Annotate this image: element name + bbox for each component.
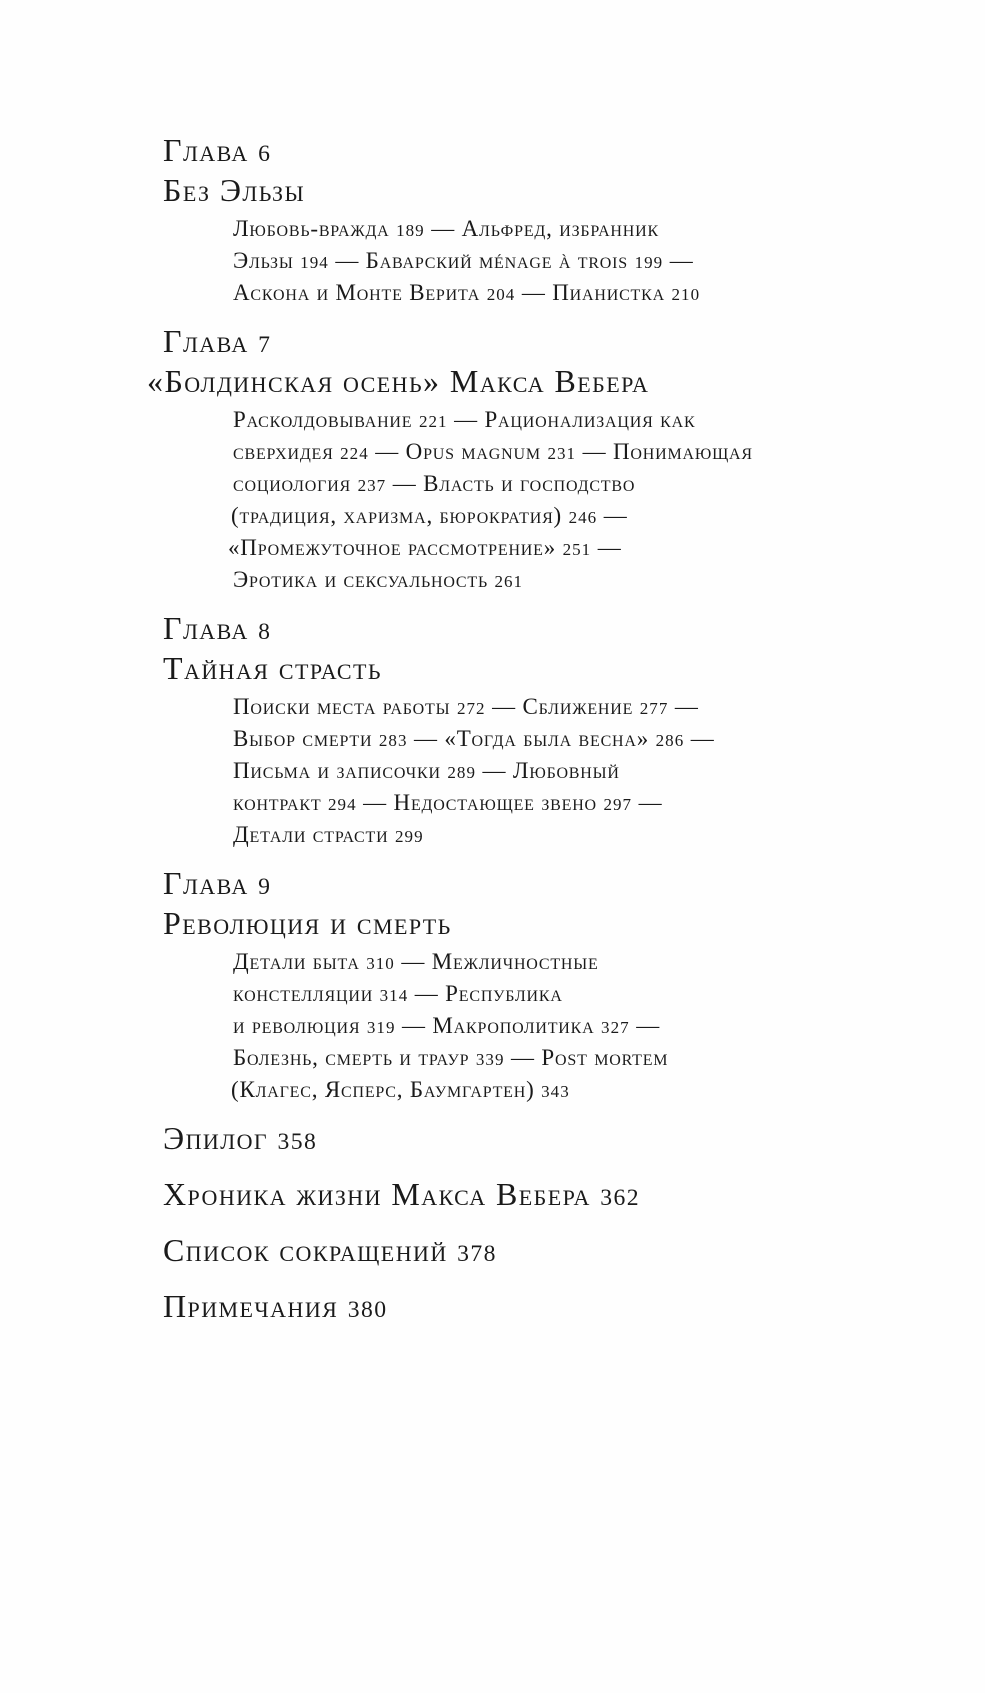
chapter-head xyxy=(147,323,955,399)
toc-entry-epilog: Эпилог 358 xyxy=(163,1120,318,1156)
toc-entry-chronicle: Хроника жизни Макса Вебера 362 xyxy=(163,1176,640,1212)
subsection-line: Аскона и Монте Верита 204 — Пианистка 210 xyxy=(233,280,701,305)
toc-entry-notes: Примечания 380 xyxy=(163,1288,388,1324)
chapter-title: Без Эльзы xyxy=(163,172,306,208)
backmatter-entries xyxy=(163,1120,955,1328)
chapter-head xyxy=(163,865,955,941)
toc-entry-abbreviations: Список сокращений 378 xyxy=(163,1232,497,1268)
subsection-line: Поиски места работы 272 — Сближение 277 — xyxy=(233,694,699,719)
subsection-line: контракт 294 — Недостающее звено 297 — xyxy=(233,790,663,815)
chapter-title: Тайная страсть xyxy=(163,650,383,686)
chapter-label: Глава 9 xyxy=(163,865,272,901)
subsection-line: и революция 319 — Макрополитика 327 — xyxy=(233,1013,661,1038)
chapter-subsections xyxy=(228,405,955,597)
chapter-label: Глава 6 xyxy=(163,132,272,168)
chapter-title: «Болдинская осень» Макса Вебера xyxy=(147,363,650,399)
chapter-label: Глава 7 xyxy=(163,323,272,359)
subsection-line: Детали быта 310 — Межличностные xyxy=(233,949,599,974)
chapter-subsections xyxy=(233,947,955,1107)
chapter-label: Глава 8 xyxy=(163,610,272,646)
chapter-block-6 xyxy=(163,132,955,310)
chapter-subsections xyxy=(233,214,955,310)
chapter-head xyxy=(163,610,955,686)
subsection-line: Письма и записочки 289 — Любовный xyxy=(233,758,620,783)
subsection-line: Расколдовывание 221 — Рационализация как xyxy=(233,407,696,432)
subsection-line: Детали страсти 299 xyxy=(233,822,424,847)
chapter-head xyxy=(163,132,955,208)
subsection-line: (Клагес, Ясперс, Баумгартен) 343 xyxy=(231,1077,570,1102)
subsection-line: «Промежуточное рассмотрение» 251 — xyxy=(228,535,622,560)
subsection-line: Эротика и сексуальность 261 xyxy=(233,567,524,592)
chapter-block-9 xyxy=(163,865,955,1107)
chapter-block-7 xyxy=(147,323,955,597)
subsection-line: сверхидея 224 — Opus magnum 231 — Понимающая xyxy=(233,439,753,464)
chapter-subsections xyxy=(233,692,955,852)
subsection-line: Эльзы 194 — Баварский ménage à trois 199 — xyxy=(233,248,694,273)
subsection-line: констелляции 314 — Республика xyxy=(233,981,563,1006)
chapter-title: Революция и смерть xyxy=(163,905,452,941)
subsection-line: Выбор смерти 283 — «Тогда была весна» 286 — xyxy=(233,726,715,751)
chapter-block-8 xyxy=(163,610,955,852)
subsection-line: Любовь-вражда 189 — Альфред, избранник xyxy=(233,216,659,241)
subsection-line: (традиция, харизма, бюрократия) 246 — xyxy=(231,503,628,528)
subsection-line: Болезнь, смерть и траур 339 — Post mortem xyxy=(233,1045,669,1070)
subsection-line: социология 237 — Власть и господство xyxy=(233,471,636,496)
